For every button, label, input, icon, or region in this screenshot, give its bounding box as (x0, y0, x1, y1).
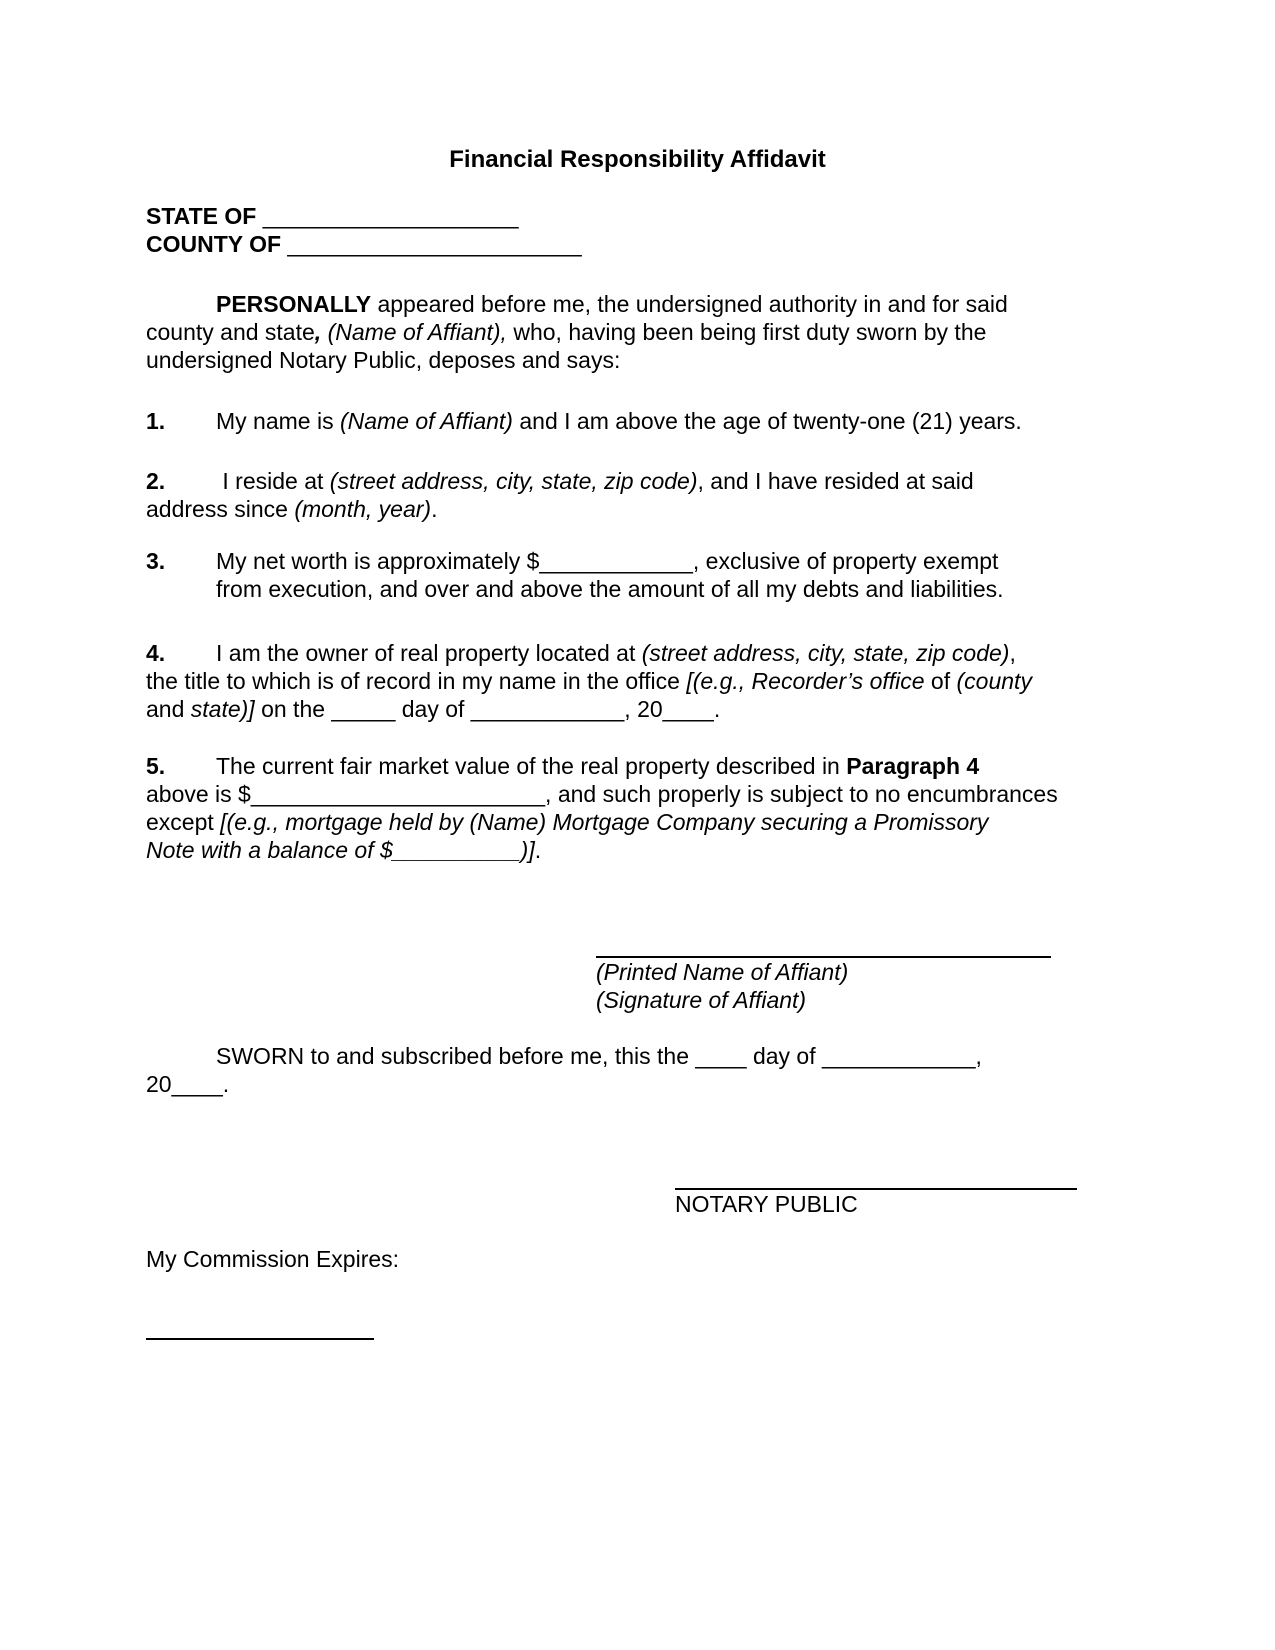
paragraph-4-reference: Paragraph 4 (846, 753, 980, 779)
commission-expires-label: My Commission Expires: (146, 1246, 400, 1272)
printed-name-caption: (Printed Name of Affiant) (596, 959, 849, 985)
item-text: , and I have resided at said (697, 468, 974, 494)
intro-paragraph (146, 290, 1275, 374)
item-text: The current fair market value of the real property described in (216, 753, 847, 779)
item-number: 4. (146, 640, 166, 666)
county-label: COUNTY OF (146, 231, 288, 257)
intro-text: undersigned Notary Public, deposes and says: (146, 347, 621, 373)
item-number: 5. (146, 753, 166, 779)
month-year-placeholder: (month, year) (294, 496, 432, 522)
affidavit-item-5 (146, 752, 1275, 864)
state-label: STATE OF (146, 203, 263, 229)
affidavit-item-2 (146, 467, 1275, 523)
market-value-blank-text: above is $_______________________, and such properly is subject to no encumbrances (146, 781, 1058, 807)
affidavit-item-4 (146, 639, 1275, 723)
item-text: and I am above the age of twenty-one (21) years. (512, 408, 1022, 434)
item-text: address since (146, 496, 295, 522)
item-text: , (1009, 640, 1016, 666)
state-of-line (146, 202, 1275, 230)
name-of-affiant-placeholder: (Name of Affiant) (339, 408, 513, 434)
item-text: I am the owner of real property located at (216, 640, 642, 666)
mortgage-placeholder: [(e.g., mortgage held by (Name) Mortgage Company securing a Promissory (220, 809, 989, 835)
recorders-office-placeholder: [(e.g., Recorder’s office (686, 668, 925, 694)
county-of-line (146, 230, 1275, 258)
affiant-signature-line (596, 930, 1051, 958)
item-number: 3. (146, 548, 166, 574)
sworn-year-blank-text: 20____. (146, 1071, 230, 1097)
notary-signature-line (675, 1162, 1077, 1190)
intro-text: who, having been being first duty sworn by the (506, 319, 987, 345)
sworn-paragraph (146, 1042, 1275, 1098)
county-placeholder: (county (956, 668, 1032, 694)
signature-caption: (Signature of Affiant) (596, 987, 807, 1013)
state-blank-field: ____________________ (262, 203, 519, 229)
item-text: from execution, and over and above the amount of all my debts and liabilities. (216, 576, 1004, 602)
notary-public-label: NOTARY PUBLIC (675, 1191, 858, 1217)
item-text: except (146, 809, 221, 835)
sworn-text: SWORN to and subscribed before me, this the ____ day of ____________, (216, 1043, 982, 1069)
item-number: 1. (146, 408, 166, 434)
item-text: . (431, 496, 438, 522)
item-text: and (146, 696, 191, 722)
intro-text: county and state (146, 319, 315, 345)
address-placeholder: (street address, city, state, zip code) (329, 468, 698, 494)
net-worth-blank-text: My net worth is approximately $____________, exclusive of property exempt (216, 548, 999, 574)
promissory-note-placeholder: Note with a balance of $__________)] (146, 837, 535, 863)
item-text: . (534, 837, 542, 863)
state-placeholder: state)] (190, 696, 255, 722)
intro-text: appeared before me, the undersigned authority in and for said (371, 291, 1008, 317)
affidavit-item-1 (146, 407, 1275, 435)
item-text: of (924, 668, 957, 694)
affidavit-item-3 (146, 547, 1275, 603)
item-text: My name is (216, 408, 340, 434)
personally-word: PERSONALLY (216, 291, 372, 317)
page-title: Financial Responsibility Affidavit (449, 146, 826, 173)
intro-text: , (314, 319, 322, 345)
address-placeholder: (street address, city, state, zip code) (641, 640, 1010, 666)
item-text: I reside at (216, 468, 330, 494)
county-blank-field: _______________________ (287, 231, 582, 257)
item-number: 2. (146, 468, 166, 494)
jurisdiction-block (146, 202, 1275, 258)
item-text: the title to which is of record in my name in the office (146, 668, 687, 694)
commission-date-line (146, 1312, 374, 1340)
name-of-affiant-placeholder: (Name of Affiant), (321, 319, 507, 345)
date-blank-text: on the _____ day of ____________, 20____. (254, 696, 721, 722)
